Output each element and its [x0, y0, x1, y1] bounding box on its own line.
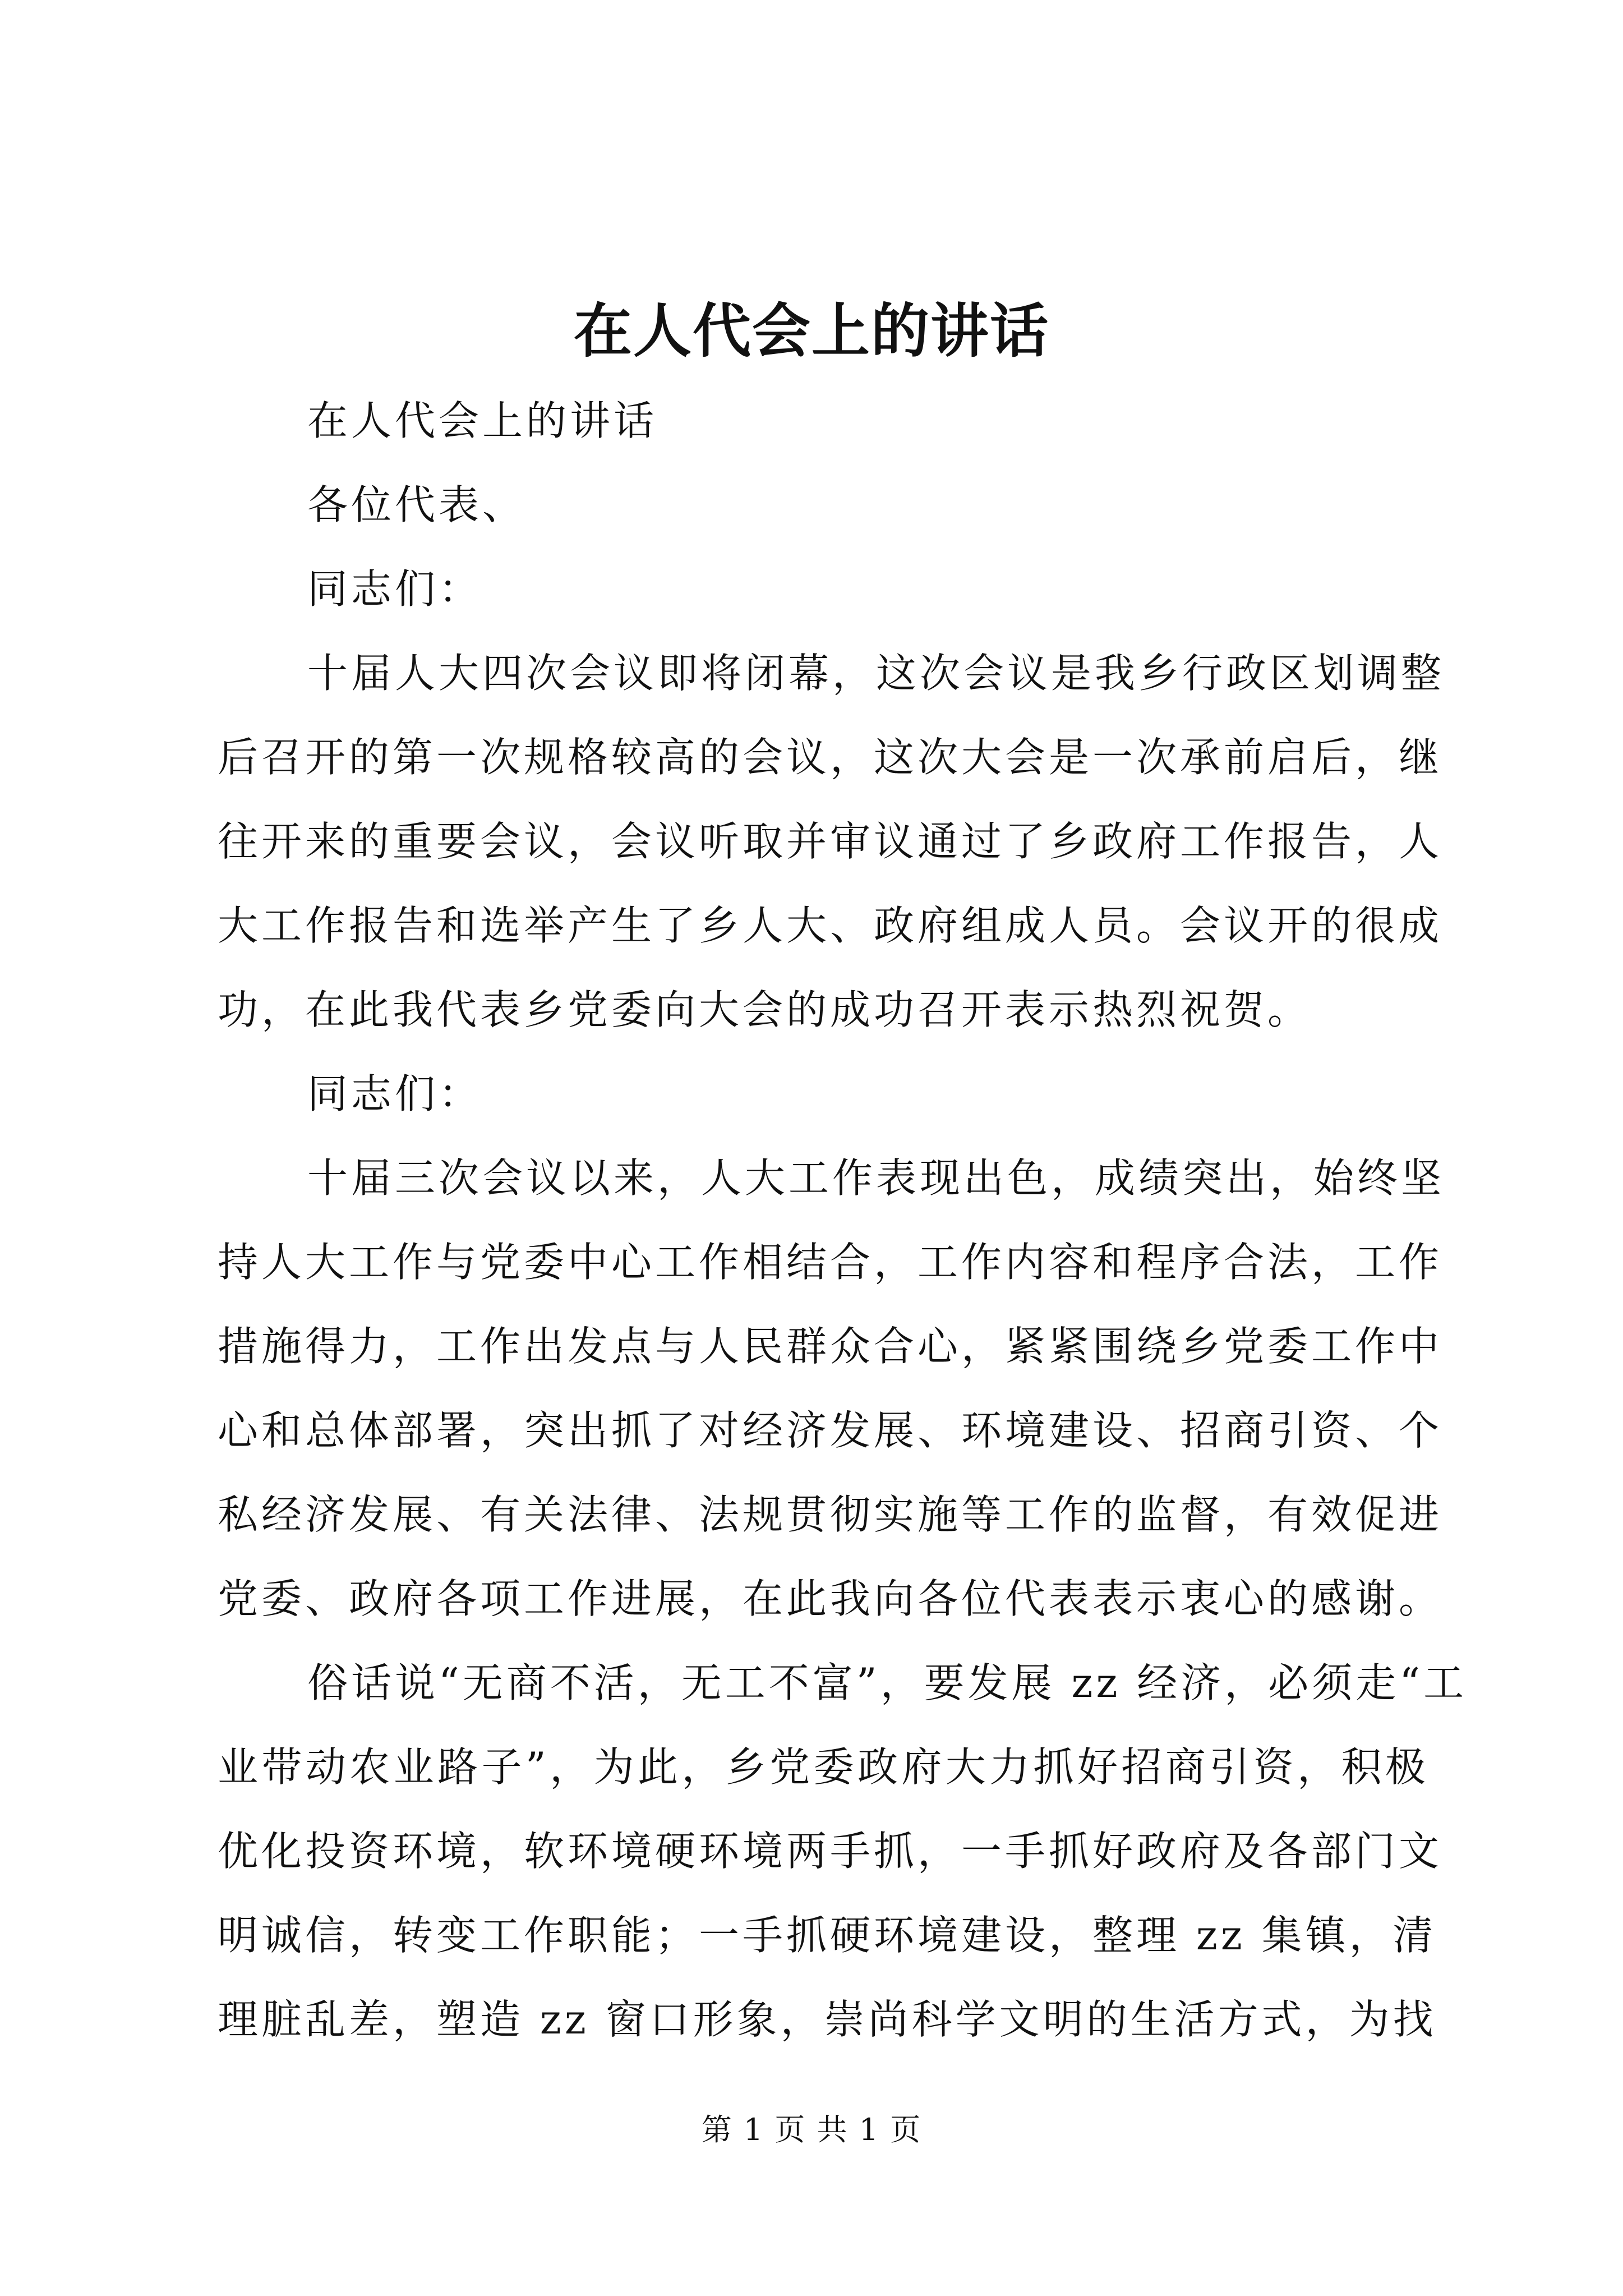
- paragraph-line: 心和总体部署，突出抓了对经济发展、环境建设、招商引资、个: [218, 1407, 1443, 1454]
- paragraph-line: 理脏乱差，塑造 zz 窗口形象，崇尚科学文明的生活方式，为找: [218, 1996, 1437, 2043]
- paragraph-line: 持人大工作与党委中心工作相结合，工作内容和程序合法，工作: [218, 1239, 1443, 1286]
- salutation-line: 各位代表、: [307, 481, 527, 528]
- paragraph-line: 大工作报告和选举产生了乡人大、政府组成人员。会议开的很成: [218, 902, 1443, 949]
- paragraph-line: 十届人大四次会议即将闭幕，这次会议是我乡行政区划调整: [307, 650, 1445, 697]
- paragraph-line: 往开来的重要会议，会议听取并审议通过了乡政府工作报告，人: [218, 818, 1443, 865]
- paragraph-line: 优化投资环境，软环境硬环境两手抓，一手抓好政府及各部门文: [218, 1828, 1443, 1875]
- paragraph-line: 措施得力，工作出发点与人民群众合心，紧紧围绕乡党委工作中: [218, 1323, 1443, 1370]
- paragraph-line: 十届三次会议以来，人大工作表现出色，成绩突出，始终坚: [307, 1154, 1445, 1202]
- paragraph-line: 后召开的第一次规格较高的会议，这次大会是一次承前启后，继: [218, 734, 1443, 781]
- salutation-line: 同志们：: [307, 1070, 483, 1117]
- paragraph-line: 党委、政府各项工作进展，在此我向各位代表表示衷心的感谢。: [218, 1575, 1443, 1622]
- paragraph-line: 私经济发展、有关法律、法规贯彻实施等工作的监督，有效促进: [218, 1491, 1443, 1538]
- paragraph-line: 明诚信，转变工作职能；一手抓硬环境建设，整理 zz 集镇，清: [218, 1912, 1437, 1959]
- subtitle-line: 在人代会上的讲话: [307, 397, 658, 444]
- page-number-footer: 第 1 页 共 1 页: [701, 2112, 922, 2147]
- document-title: 在人代会上的讲话: [573, 296, 1049, 365]
- paragraph-line: 业带动农业路子”，为此，乡党委政府大力抓好招商引资，积极: [218, 1743, 1429, 1791]
- salutation-line: 同志们：: [307, 565, 483, 613]
- paragraph-line: 俗话说“无商不活，无工不富”，要发展 zz 经济，必须走“工: [307, 1659, 1468, 1706]
- paragraph-line: 功，在此我代表乡党委向大会的成功召开表示热烈祝贺。: [218, 986, 1312, 1033]
